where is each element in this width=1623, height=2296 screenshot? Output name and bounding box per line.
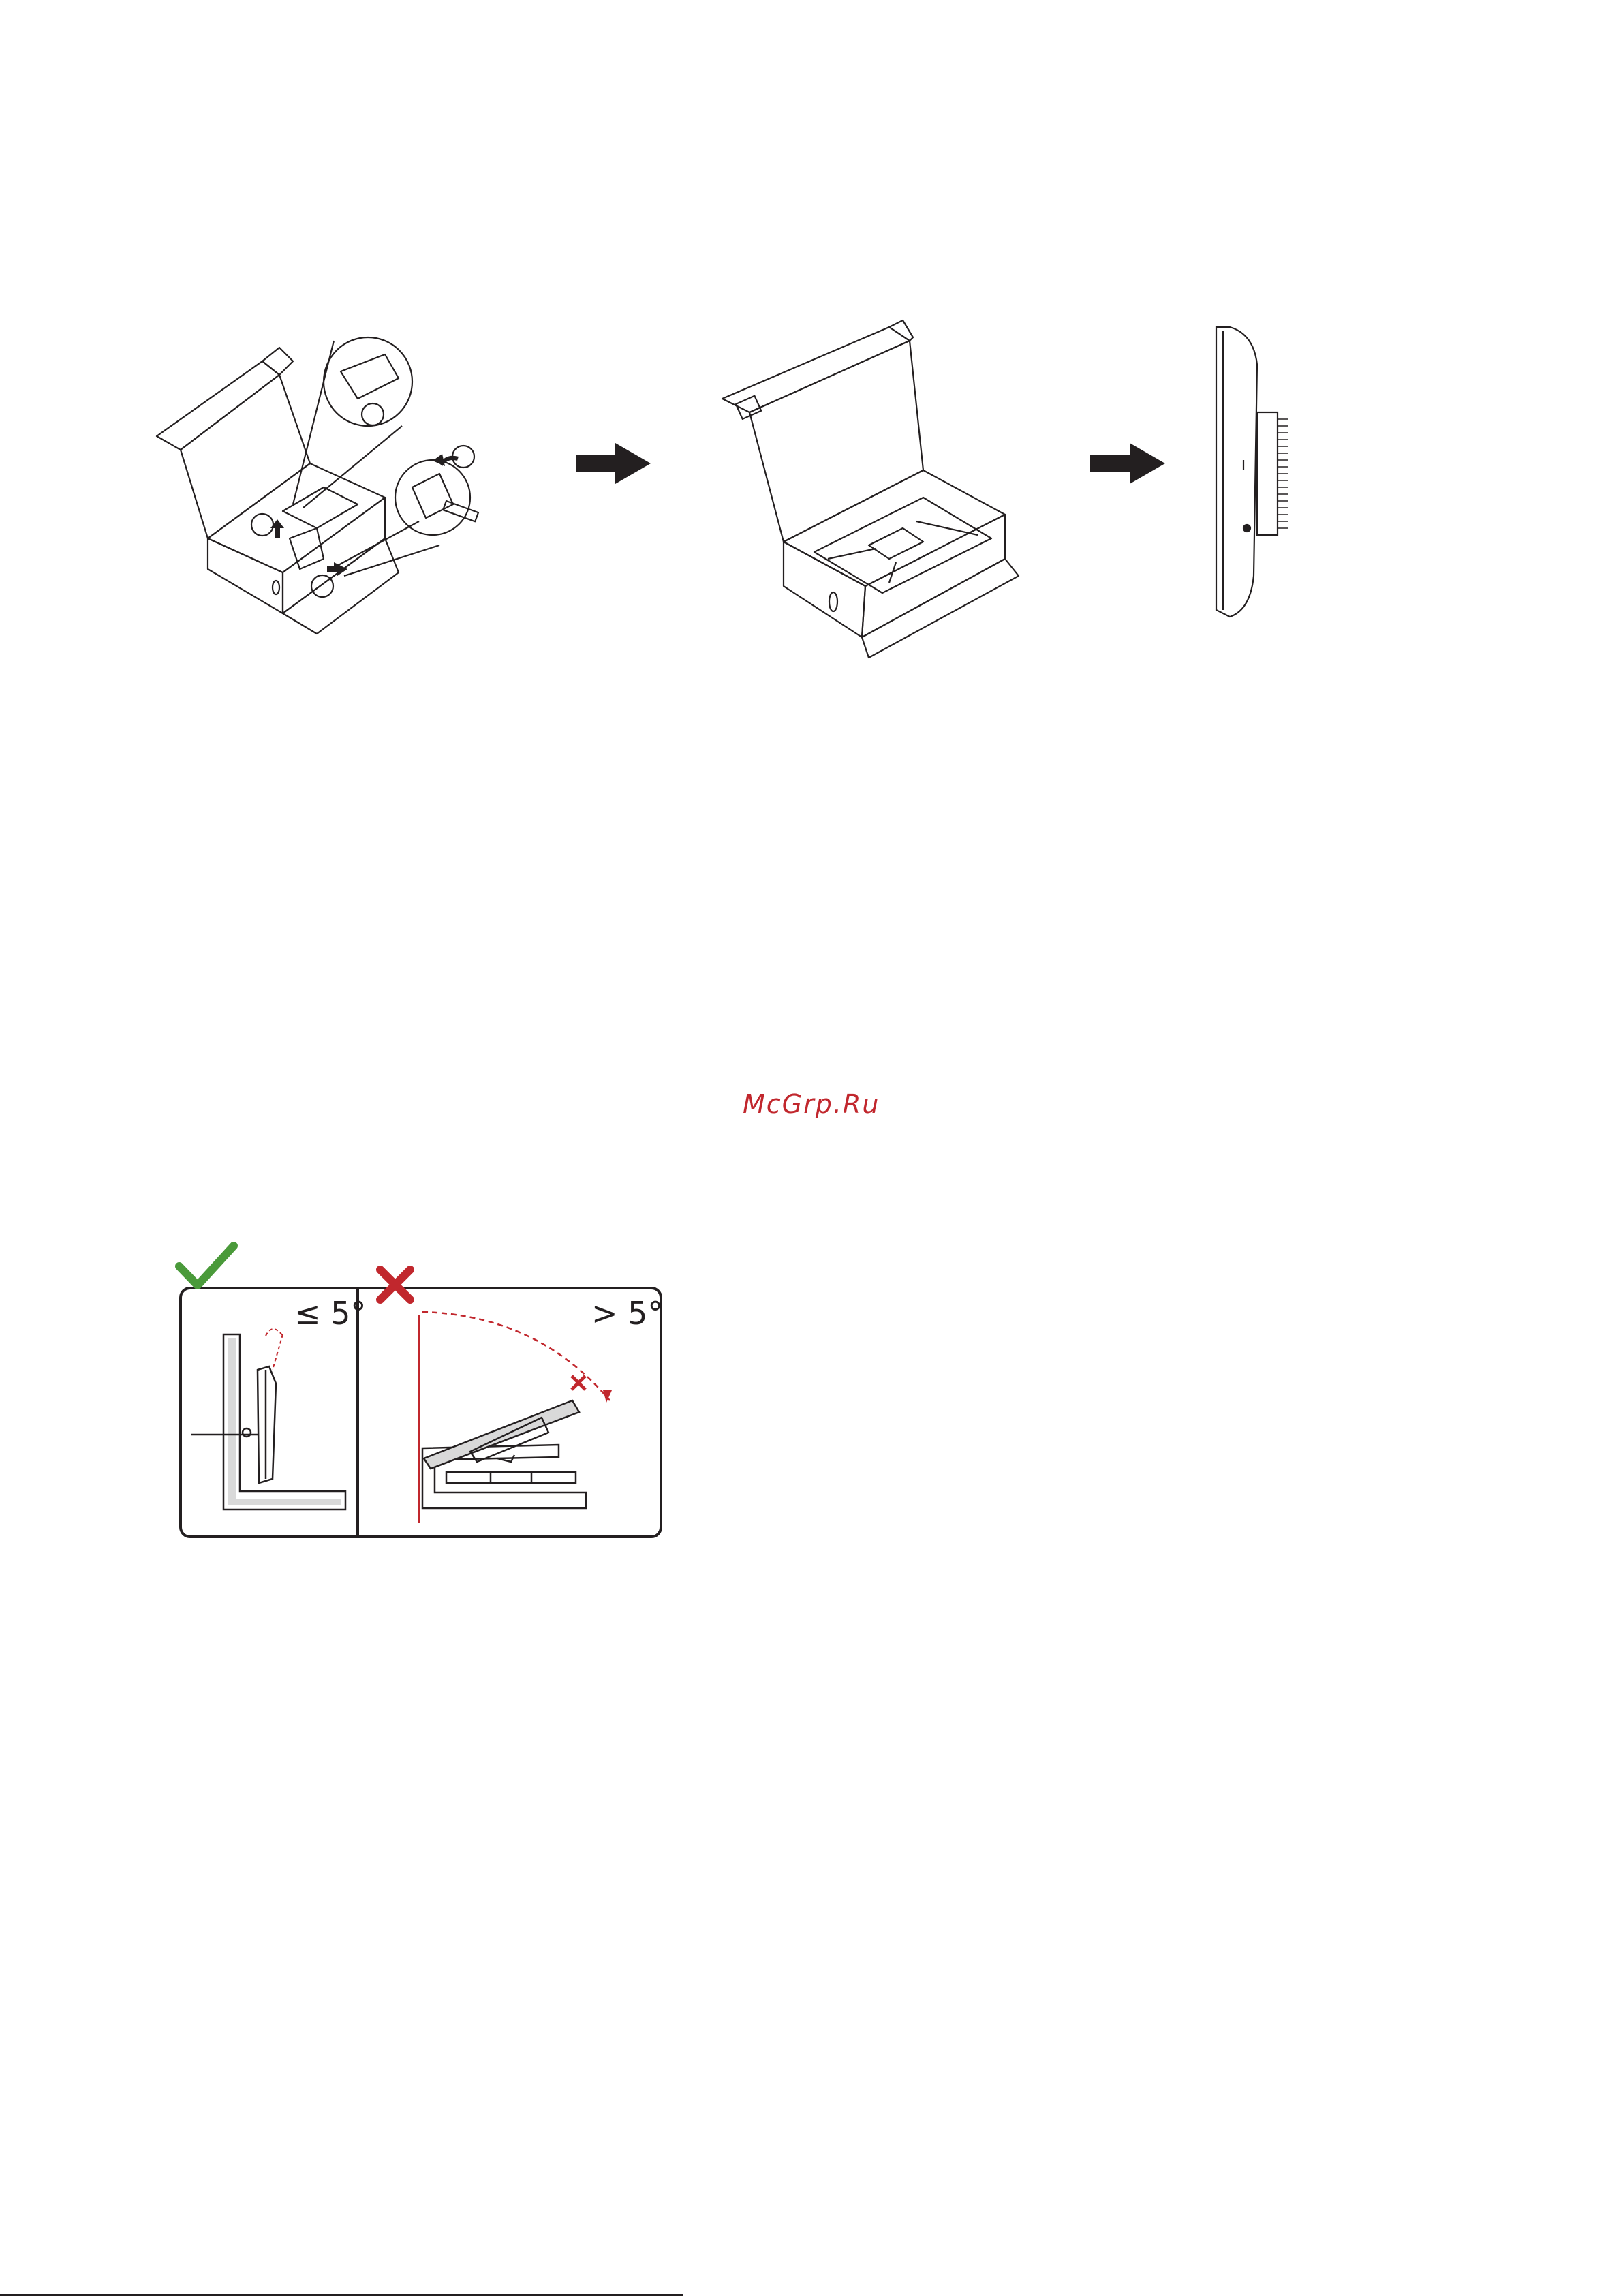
small-cross-icon	[569, 1373, 588, 1392]
angle-bad-label: > 5°	[591, 1295, 664, 1332]
cross-icon	[375, 1264, 416, 1305]
check-icon	[174, 1239, 238, 1294]
monitor-in-box-illustration	[719, 324, 1032, 664]
angle-ok-label: ≤ 5°	[294, 1295, 367, 1332]
watermark-text: McGrp.Ru	[743, 1089, 880, 1119]
arrow-right-icon	[576, 443, 651, 484]
monitor-upright-side-illustration	[1209, 324, 1312, 624]
arrow-right-icon	[1090, 443, 1165, 484]
unbox-stand-removal-illustration	[153, 334, 535, 641]
